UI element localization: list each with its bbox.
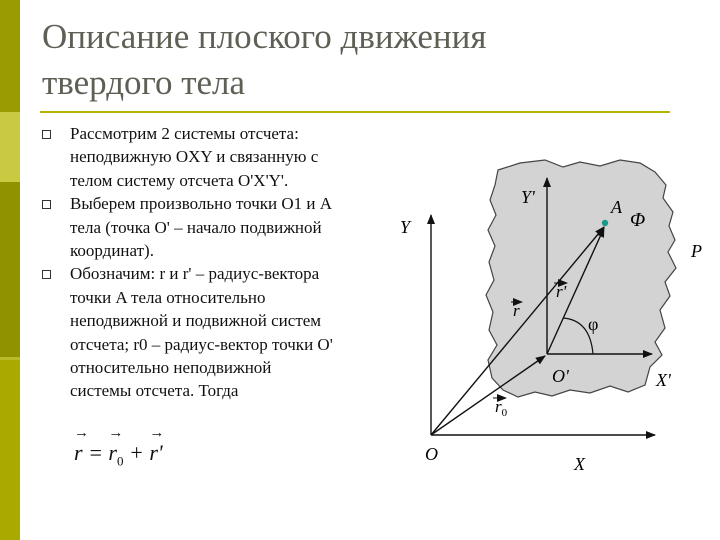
- bullet-line: Обозначим: r и r' – радиус-вектора: [70, 264, 320, 284]
- bullet-line: телом систему отсчета O'X'Y'.: [70, 170, 289, 190]
- label-o: O: [425, 444, 438, 464]
- label-r: r: [513, 301, 520, 320]
- bullet-line: координат).: [70, 241, 154, 261]
- bullet-line: Выберем произвольно точки O1 и A: [70, 194, 333, 214]
- formula-r-prime: → r': [149, 440, 162, 466]
- label-phi-region: Φ: [630, 209, 646, 231]
- label-a: A: [611, 197, 622, 217]
- label-x-prime: X': [656, 370, 671, 390]
- label-y: Y: [400, 217, 411, 237]
- formula-r0-sub: 0: [116, 453, 124, 469]
- bullet-line: системы отсчета. Тогда: [70, 381, 239, 401]
- bullet-line: отсчета; r0 – радиус-вектор точки O': [70, 334, 333, 354]
- vector-r0-arrow: [431, 356, 545, 435]
- bullet-line: точки A тела относительно: [70, 287, 266, 307]
- title-line-2: твердого тела: [42, 63, 246, 102]
- bullet-line: Рассмотрим 2 системы отсчета:: [70, 124, 299, 143]
- label-r-prime: r': [556, 282, 567, 301]
- label-y-prime: Y': [521, 187, 535, 207]
- label-p: P: [691, 241, 702, 261]
- label-angle-phi: φ: [588, 314, 599, 334]
- formula-r0-letter: r: [108, 440, 117, 465]
- title-line-1: Описание плоского движения: [42, 17, 487, 56]
- label-x: X: [574, 454, 585, 474]
- label-r0-letter: r: [495, 397, 502, 416]
- formula-equals: =: [88, 440, 103, 465]
- bullet-line: неподвижную OXY и связанную с: [70, 147, 319, 167]
- bullet-line: неподвижной и подвижной систем: [70, 311, 322, 331]
- formula-r: → r: [74, 440, 83, 466]
- point-a-marker: [602, 220, 608, 226]
- label-o-prime: O': [552, 366, 569, 386]
- label-r0: [495, 397, 508, 419]
- bullet-line: относительно неподвижной: [70, 358, 272, 378]
- formula-plus: +: [128, 440, 144, 465]
- label-r0-sub: 0: [501, 407, 508, 419]
- bullet-line: тела (точка O' – начало подвижной: [70, 217, 322, 237]
